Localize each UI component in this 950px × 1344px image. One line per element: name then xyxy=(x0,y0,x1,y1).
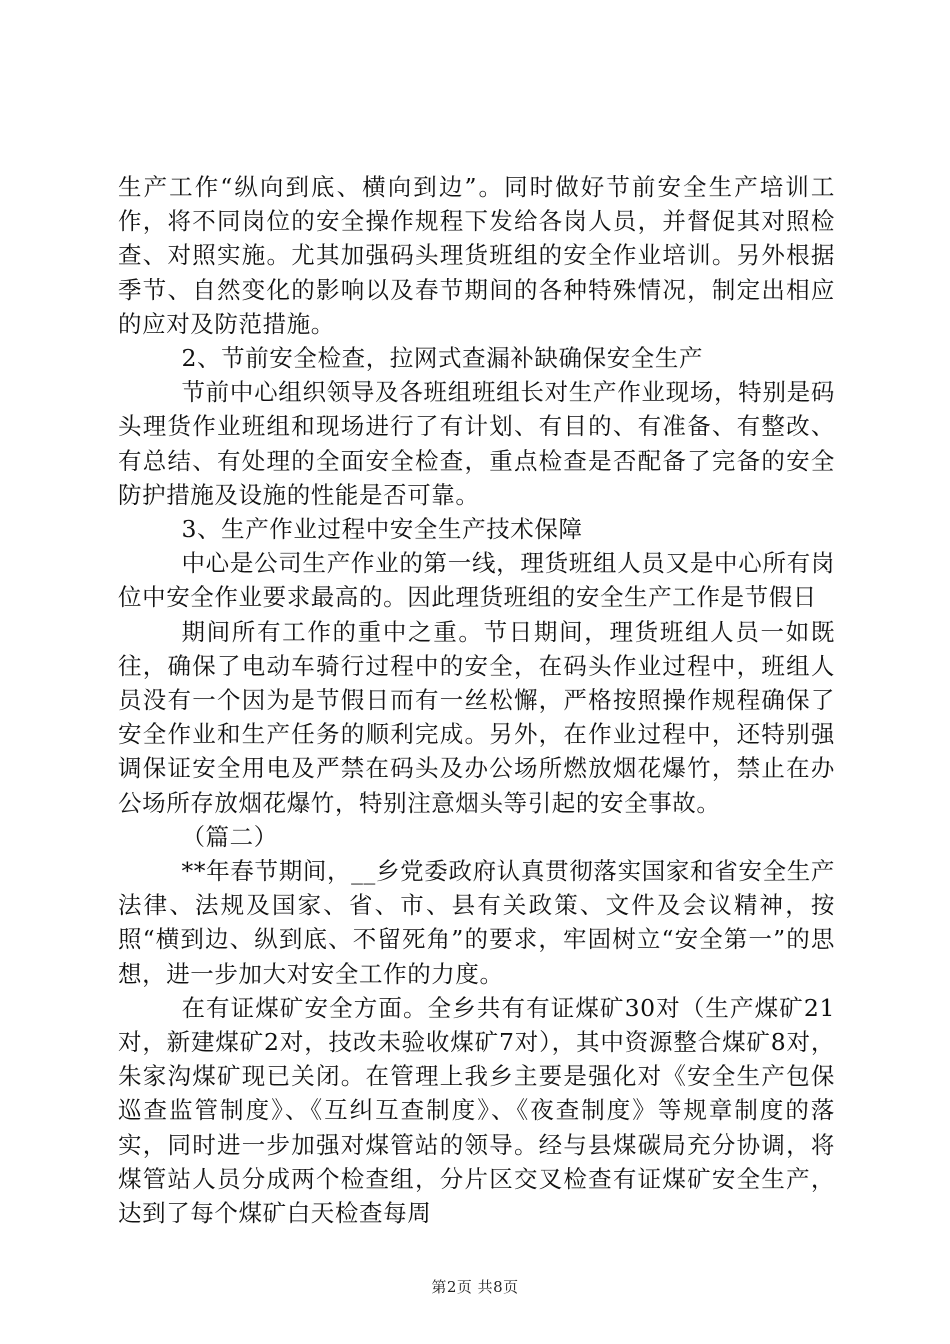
section-heading-2: 2、节前安全检查，拉网式查漏补缺确保安全生产 xyxy=(181,344,704,373)
part-two-heading: （篇二） xyxy=(181,822,278,851)
page-number-footer: 第2页 共8页 xyxy=(431,1278,519,1296)
paragraph-2: 节前中心组织领导及各班组班组长对生产作业现场，特别是码头理货作业班组和现场进行了有计划、有目的、有准备、有整改、有总结、有处理的全面安全检查，重点检查是否配备了完备的安全防护措施及设施的性能是否可靠。 xyxy=(118,378,835,509)
document-body xyxy=(118,170,835,1230)
section-heading-3: 3、生产作业过程中安全生产技术保障 xyxy=(181,515,583,544)
paragraph-5: **年春节期间，__乡党委政府认真贯彻落实国家和省安全生产法律、法规及国家、省、市、县有关政策、文件及会议精神，按照“横到边、纵到底、不留死角”的要求，牢固树立“安全第一”的思想，进一步加大对安全工作的力度。 xyxy=(118,857,835,988)
paragraph-6: 在有证煤矿安全方面。全乡共有有证煤矿30对（生产煤矿21对，新建煤矿2对，技改未验收煤矿7对），其中资源整合煤矿8对，朱家沟煤矿现已关闭。在管理上我乡主要是强化对《安全生产包保巡查监管制度》、《互纠互查制度》、《夜查制度》等规章制度的落实，同时进一步加强对煤管站的领导。经与县煤碳局充分协调，将煤管站人员分成两个检查组，分片区交叉检查有证煤矿安全生产，达到了每个煤矿白天检查每周 xyxy=(118,993,835,1228)
paragraph-3: 中心是公司生产作业的第一线，理货班组人员又是中心所有岗位中安全作业要求最高的。因此理货班组的安全生产工作是节假日 xyxy=(118,549,835,612)
paragraph-1: 生产工作“纵向到底、横向到边”。同时做好节前安全生产培训工作，将不同岗位的安全操作规程下发给各岗人员，并督促其对照检查、对照实施。尤其加强码头理货班组的安全作业培训。另外根据季节、自然变化的影响以及春节期间的各种特殊情况，制定出相应的应对及防范措施。 xyxy=(118,173,835,338)
paragraph-4: 期间所有工作的重中之重。节日期间，理货班组人员一如既往，确保了电动车骑行过程中的安全，在码头作业过程中，班组人员没有一个因为是节假日而有一丝松懈，严格按照操作规程确保了安全作业和生产任务的顺利完成。另外，在作业过程中，还特别强调保证安全用电及严禁在码头及办公场所燃放烟花爆竹，禁止在办公场所存放烟花爆竹，特别注意烟头等引起的安全事故。 xyxy=(118,617,835,817)
